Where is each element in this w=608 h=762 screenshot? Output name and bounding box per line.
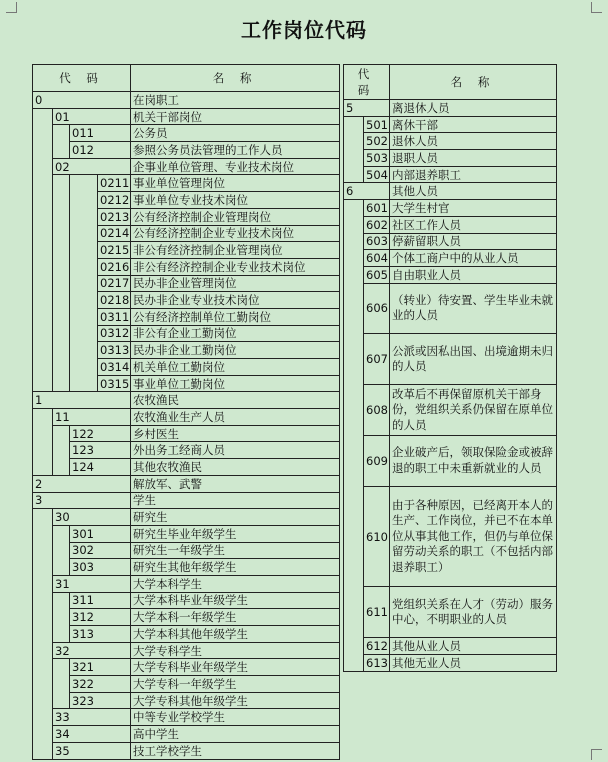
indent-cell xyxy=(53,659,70,676)
name-cell: 大学本科一年级学生 xyxy=(131,609,340,626)
indent-cell xyxy=(33,559,53,576)
right-row xyxy=(344,116,557,133)
name-header: 名 称 xyxy=(390,65,557,100)
indent-cell xyxy=(33,692,53,709)
code-cell: 602 xyxy=(364,216,390,233)
indent-cell xyxy=(70,292,98,309)
name-cell: 大学专科毕业年级学生 xyxy=(131,659,340,676)
left-row xyxy=(33,559,340,576)
name-cell: 在岗职工 xyxy=(131,92,340,109)
indent-cell xyxy=(33,742,53,759)
name-cell: 改革后不再保留原机关干部身份，党组织关系仍保留在原单位的人员 xyxy=(390,385,557,436)
code-cell: 610 xyxy=(364,486,390,587)
left-row xyxy=(33,525,340,542)
indent-cell xyxy=(53,442,70,459)
name-cell: 大学生村官 xyxy=(390,200,557,217)
indent-cell xyxy=(33,442,53,459)
indent-cell xyxy=(33,609,53,626)
right-row xyxy=(344,166,557,183)
indent-cell xyxy=(53,142,70,159)
left-row xyxy=(33,275,340,292)
name-cell: 解放军、武警 xyxy=(131,475,340,492)
right-row xyxy=(344,334,557,385)
indent-cell xyxy=(33,242,53,259)
code-cell: 0218 xyxy=(98,292,131,309)
indent-cell xyxy=(53,242,70,259)
name-cell: 民办非企业工勤岗位 xyxy=(131,342,340,359)
indent-cell xyxy=(344,216,364,233)
indent-cell xyxy=(70,325,98,342)
name-cell: 学生 xyxy=(131,492,340,509)
corner-mark-top-left xyxy=(6,2,17,13)
indent-cell xyxy=(344,233,364,250)
indent-cell xyxy=(53,192,70,209)
name-cell: 机关干部岗位 xyxy=(131,108,340,125)
indent-cell xyxy=(33,659,53,676)
indent-cell xyxy=(344,638,364,655)
code-cell: 012 xyxy=(70,142,131,159)
right-row xyxy=(344,435,557,486)
name-cell: （转业）待安置、学生毕业未就业的人员 xyxy=(390,283,557,334)
code-cell: 313 xyxy=(70,626,131,643)
code-cell: 605 xyxy=(364,266,390,283)
code-cell: 323 xyxy=(70,692,131,709)
indent-cell xyxy=(33,409,53,426)
indent-cell xyxy=(53,225,70,242)
code-cell: 0214 xyxy=(98,225,131,242)
name-cell: 民办非企业管理岗位 xyxy=(131,275,340,292)
indent-cell xyxy=(70,175,98,192)
code-cell: 32 xyxy=(53,642,131,659)
indent-cell xyxy=(33,125,53,142)
left-row xyxy=(33,208,340,225)
code-cell: 609 xyxy=(364,435,390,486)
indent-cell xyxy=(70,258,98,275)
name-cell: 非公有经济控制企业管理岗位 xyxy=(131,242,340,259)
indent-cell xyxy=(33,642,53,659)
indent-cell xyxy=(70,208,98,225)
left-row xyxy=(33,158,340,175)
indent-cell xyxy=(53,125,70,142)
indent-cell xyxy=(53,609,70,626)
name-cell: 非公有企业工勤岗位 xyxy=(131,325,340,342)
indent-cell xyxy=(70,359,98,376)
indent-cell xyxy=(344,266,364,283)
name-cell: 企事业单位管理、专业技术岗位 xyxy=(131,158,340,175)
code-cell: 611 xyxy=(364,587,390,638)
left-row xyxy=(33,676,340,693)
name-cell: 内部退养职工 xyxy=(390,166,557,183)
name-cell: 参照公务员法管理的工作人员 xyxy=(131,142,340,159)
name-cell: 由于各种原因，已经离开本人的生产、工作岗位，并已不在本单位从事其他工作，但仍与单位保留劳动关系的职工（不包括内部退养职工） xyxy=(390,486,557,587)
left-row xyxy=(33,425,340,442)
indent-cell xyxy=(33,192,53,209)
name-cell: 机关单位工勤岗位 xyxy=(131,359,340,376)
indent-cell xyxy=(33,225,53,242)
code-cell: 604 xyxy=(364,250,390,267)
right-row xyxy=(344,266,557,283)
corner-mark-bottom-right xyxy=(591,749,602,760)
indent-cell xyxy=(70,375,98,392)
indent-cell xyxy=(344,150,364,167)
name-cell: 非公有经济控制企业专业技术岗位 xyxy=(131,258,340,275)
name-cell: 民办非企业专业技术岗位 xyxy=(131,292,340,309)
indent-cell xyxy=(33,459,53,476)
code-table-left xyxy=(32,64,340,760)
indent-cell xyxy=(53,592,70,609)
code-cell: 606 xyxy=(364,283,390,334)
indent-cell xyxy=(53,425,70,442)
name-cell: 研究生 xyxy=(131,509,340,526)
left-row xyxy=(33,492,340,509)
indent-cell xyxy=(33,626,53,643)
indent-cell xyxy=(344,250,364,267)
indent-cell xyxy=(33,726,53,743)
code-cell: 0314 xyxy=(98,359,131,376)
name-cell: 公有经济控制单位工勤岗位 xyxy=(131,308,340,325)
indent-cell xyxy=(70,225,98,242)
name-header: 名 称 xyxy=(131,65,340,92)
left-row xyxy=(33,442,340,459)
name-cell: 退职人员 xyxy=(390,150,557,167)
left-row xyxy=(33,409,340,426)
left-row xyxy=(33,509,340,526)
left-row xyxy=(33,626,340,643)
indent-cell xyxy=(344,166,364,183)
name-cell: 农牧渔民 xyxy=(131,392,340,409)
left-row xyxy=(33,642,340,659)
name-cell: 个体工商户中的从业人员 xyxy=(390,250,557,267)
indent-cell xyxy=(33,525,53,542)
code-cell: 608 xyxy=(364,385,390,436)
code-cell: 0215 xyxy=(98,242,131,259)
name-cell: 其他无业人员 xyxy=(390,654,557,671)
left-row xyxy=(33,308,340,325)
name-cell: 中等专业学校学生 xyxy=(131,709,340,726)
code-cell: 607 xyxy=(364,334,390,385)
name-cell: 事业单位专业技术岗位 xyxy=(131,192,340,209)
name-cell: 退休人员 xyxy=(390,133,557,150)
right-row xyxy=(344,183,557,200)
name-cell: 党组织关系在人才（劳动）服务中心，不明职业的人员 xyxy=(390,587,557,638)
code-cell: 5 xyxy=(344,100,390,117)
code-cell: 3 xyxy=(33,492,131,509)
indent-cell xyxy=(33,509,53,526)
left-row xyxy=(33,225,340,242)
left-row xyxy=(33,609,340,626)
name-cell: 农牧渔业生产人员 xyxy=(131,409,340,426)
indent-cell xyxy=(53,542,70,559)
code-cell: 312 xyxy=(70,609,131,626)
code-cell: 311 xyxy=(70,592,131,609)
code-cell: 30 xyxy=(53,509,131,526)
name-cell: 事业单位管理岗位 xyxy=(131,175,340,192)
right-row xyxy=(344,100,557,117)
left-row xyxy=(33,742,340,759)
indent-cell xyxy=(344,334,364,385)
right-row xyxy=(344,638,557,655)
right-row xyxy=(344,200,557,217)
indent-cell xyxy=(53,676,70,693)
indent-cell xyxy=(33,592,53,609)
left-row xyxy=(33,292,340,309)
code-header: 代 码 xyxy=(344,65,390,100)
indent-cell xyxy=(33,158,53,175)
code-table-right xyxy=(343,64,557,672)
left-row xyxy=(33,542,340,559)
indent-cell xyxy=(33,108,53,125)
indent-cell xyxy=(344,283,364,334)
right-row xyxy=(344,283,557,334)
left-row xyxy=(33,125,340,142)
code-cell: 124 xyxy=(70,459,131,476)
code-cell: 504 xyxy=(364,166,390,183)
name-cell: 其他从业人员 xyxy=(390,638,557,655)
name-cell: 事业单位工勤岗位 xyxy=(131,375,340,392)
code-cell: 0212 xyxy=(98,192,131,209)
right-row xyxy=(344,233,557,250)
left-row xyxy=(33,392,340,409)
code-header: 代 码 xyxy=(33,65,131,92)
name-cell: 研究生一年级学生 xyxy=(131,542,340,559)
code-cell: 603 xyxy=(364,233,390,250)
left-row xyxy=(33,175,340,192)
code-cell: 503 xyxy=(364,150,390,167)
name-cell: 大学本科毕业年级学生 xyxy=(131,592,340,609)
right-row xyxy=(344,654,557,671)
name-cell: 社区工作人员 xyxy=(390,216,557,233)
name-cell: 公有经济控制企业专业技术岗位 xyxy=(131,225,340,242)
left-row xyxy=(33,575,340,592)
code-cell: 6 xyxy=(344,183,390,200)
indent-cell xyxy=(53,359,70,376)
name-cell: 高中学生 xyxy=(131,726,340,743)
indent-cell xyxy=(33,208,53,225)
left-row xyxy=(33,325,340,342)
indent-cell xyxy=(53,525,70,542)
indent-cell xyxy=(33,359,53,376)
indent-cell xyxy=(344,486,364,587)
left-row xyxy=(33,192,340,209)
code-cell: 0313 xyxy=(98,342,131,359)
indent-cell xyxy=(344,133,364,150)
left-row xyxy=(33,375,340,392)
right-row xyxy=(344,133,557,150)
code-cell: 33 xyxy=(53,709,131,726)
corner-mark-top-right xyxy=(591,2,602,13)
name-cell: 公务员 xyxy=(131,125,340,142)
indent-cell xyxy=(53,175,70,192)
left-row xyxy=(33,709,340,726)
name-cell: 外出务工经商人员 xyxy=(131,442,340,459)
indent-cell xyxy=(33,375,53,392)
code-cell: 123 xyxy=(70,442,131,459)
code-cell: 0 xyxy=(33,92,131,109)
indent-cell xyxy=(53,258,70,275)
indent-cell xyxy=(344,435,364,486)
indent-cell xyxy=(33,142,53,159)
name-cell: 其他人员 xyxy=(390,183,557,200)
left-row xyxy=(33,692,340,709)
name-cell: 企业破产后，领取保险金或被辞退的职工中未重新就业的人员 xyxy=(390,435,557,486)
code-cell: 613 xyxy=(364,654,390,671)
indent-cell xyxy=(33,175,53,192)
code-cell: 1 xyxy=(33,392,131,409)
code-cell: 0213 xyxy=(98,208,131,225)
right-row xyxy=(344,486,557,587)
code-cell: 122 xyxy=(70,425,131,442)
code-cell: 0217 xyxy=(98,275,131,292)
right-row xyxy=(344,385,557,436)
name-cell: 大学本科学生 xyxy=(131,575,340,592)
indent-cell xyxy=(33,676,53,693)
right-row xyxy=(344,587,557,638)
code-cell: 34 xyxy=(53,726,131,743)
indent-cell xyxy=(33,542,53,559)
name-cell: 技工学校学生 xyxy=(131,742,340,759)
code-cell: 0211 xyxy=(98,175,131,192)
indent-cell xyxy=(70,308,98,325)
code-cell: 502 xyxy=(364,133,390,150)
left-row xyxy=(33,359,340,376)
indent-cell xyxy=(70,242,98,259)
page-title: 工作岗位代码 xyxy=(241,18,367,42)
left-row xyxy=(33,258,340,275)
indent-cell xyxy=(33,275,53,292)
right-row xyxy=(344,150,557,167)
left-row xyxy=(33,242,340,259)
indent-cell xyxy=(53,325,70,342)
code-cell: 303 xyxy=(70,559,131,576)
left-row xyxy=(33,659,340,676)
left-row xyxy=(33,142,340,159)
name-cell: 自由职业人员 xyxy=(390,266,557,283)
code-cell: 322 xyxy=(70,676,131,693)
indent-cell xyxy=(53,626,70,643)
indent-cell xyxy=(53,459,70,476)
indent-cell xyxy=(33,575,53,592)
indent-cell xyxy=(70,192,98,209)
code-cell: 0311 xyxy=(98,308,131,325)
name-cell: 其他农牧渔民 xyxy=(131,459,340,476)
indent-cell xyxy=(53,208,70,225)
left-row xyxy=(33,459,340,476)
indent-cell xyxy=(33,342,53,359)
indent-cell xyxy=(33,709,53,726)
name-cell: 停薪留职人员 xyxy=(390,233,557,250)
indent-cell xyxy=(53,275,70,292)
indent-cell xyxy=(33,325,53,342)
indent-cell xyxy=(53,308,70,325)
indent-cell xyxy=(53,692,70,709)
name-cell: 大学本科其他年级学生 xyxy=(131,626,340,643)
code-cell: 0315 xyxy=(98,375,131,392)
name-cell: 研究生其他年级学生 xyxy=(131,559,340,576)
name-cell: 大学专科一年级学生 xyxy=(131,676,340,693)
left-row xyxy=(33,92,340,109)
code-cell: 011 xyxy=(70,125,131,142)
code-cell: 302 xyxy=(70,542,131,559)
indent-cell xyxy=(344,116,364,133)
indent-cell xyxy=(53,375,70,392)
name-cell: 离休干部 xyxy=(390,116,557,133)
code-cell: 01 xyxy=(53,108,131,125)
indent-cell xyxy=(70,275,98,292)
indent-cell xyxy=(344,200,364,217)
code-cell: 02 xyxy=(53,158,131,175)
indent-cell xyxy=(53,342,70,359)
indent-cell xyxy=(33,308,53,325)
name-cell: 大学专科学生 xyxy=(131,642,340,659)
code-cell: 0216 xyxy=(98,258,131,275)
code-cell: 11 xyxy=(53,409,131,426)
name-cell: 大学专科其他年级学生 xyxy=(131,692,340,709)
indent-cell xyxy=(53,559,70,576)
code-cell: 2 xyxy=(33,475,131,492)
name-cell: 研究生毕业年级学生 xyxy=(131,525,340,542)
left-row xyxy=(33,475,340,492)
indent-cell xyxy=(344,385,364,436)
name-cell: 公有经济控制企业管理岗位 xyxy=(131,208,340,225)
indent-cell xyxy=(344,587,364,638)
left-row xyxy=(33,108,340,125)
left-row xyxy=(33,592,340,609)
code-cell: 35 xyxy=(53,742,131,759)
code-cell: 31 xyxy=(53,575,131,592)
code-cell: 0312 xyxy=(98,325,131,342)
right-row xyxy=(344,250,557,267)
indent-cell xyxy=(33,292,53,309)
name-cell: 乡村医生 xyxy=(131,425,340,442)
name-cell: 公派或因私出国、出境逾期未归的人员 xyxy=(390,334,557,385)
indent-cell xyxy=(33,425,53,442)
indent-cell xyxy=(70,342,98,359)
code-cell: 601 xyxy=(364,200,390,217)
left-row xyxy=(33,342,340,359)
code-cell: 501 xyxy=(364,116,390,133)
code-cell: 612 xyxy=(364,638,390,655)
code-cell: 301 xyxy=(70,525,131,542)
code-cell: 321 xyxy=(70,659,131,676)
indent-cell xyxy=(344,654,364,671)
indent-cell xyxy=(53,292,70,309)
name-cell: 离退休人员 xyxy=(390,100,557,117)
right-row xyxy=(344,216,557,233)
indent-cell xyxy=(33,258,53,275)
left-row xyxy=(33,726,340,743)
